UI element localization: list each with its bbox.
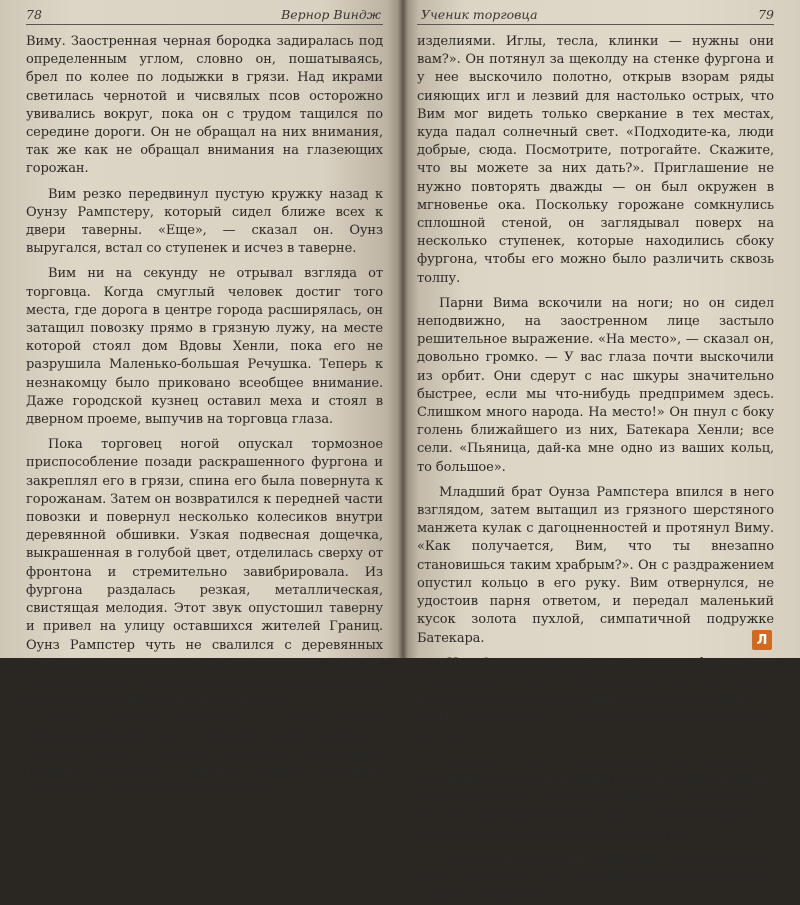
paragraph: Пока торговец ногой опускал тормозное приспособление позади раскрашенного фургона и закреплял его в грязи, спина его была повернута к горожанам. Затем он возвратился к передней части повозки и повернул несколько колесиков внутри деревянной обшивки. Узкая подвесная дощечка, выкрашенная в голубой цвет, отделилась сверху от фронтона и стремительно завибрировала. Из фургона раздалась резкая, металлическая, свистящая мелодия. Этот звук опустошил таверну и привел на улицу оставшихся жителей Границ. Оунз Рампстер чуть не свалился с деревянных ступенек, торопясь разглядеть источник музыки. Он тяжело опустился, протянув Виму наполненную вновь кружку. Вим даже не заметил. (26, 437, 383, 708)
left-page (0, 0, 403, 799)
left-page-header (26, 4, 383, 25)
paragraph: Младший брат Оунза Рампстера впился в него взглядом, затем вытащил из грязного шерстяного манжета кулак с дагоцненностей и протянул Виму. «Как получается, Вим, что ты внезапно становишься таким храбрым?». Он с раздражением опустил кольцо в его руку. Вим отвернулся, не удостоив парня ответом, и передал маленький кусок золота пухлой, симпатичной подружке Батекара. (417, 484, 774, 646)
paragraph: Разглагольствования торговца продолжались, почти заглушая шум Маленько-большой Речушки. «Просто опробуй- (417, 851, 774, 904)
paragraph: Вим ни на секунду не отрывал взгляда от торговца. Когда смуглый человек достиг того места, где дорога в центре города расширялась, он затащил повозку прямо в грязную лужу, на месте которой стоял дом Вдовы Хенли, пока его не разрушила Маленько-большая Речушка. Теперь к незнакомцу было приковано всеобщее внимание. Даже городской кузнец оставил меха и стоял в дверном проеме, выпучив на торговца глаза. (26, 266, 383, 428)
paragraph: изделиями. Иглы, тесла, клинки — нужны они вам?». Он потянул за щеколду на стенке фургона и у нее выскочило полотно, открыв взорам ряды сияющих игл и лезвий для настолько острых, что Вим мог видеть только сверкание в тех местах, куда падал солнечный свет. «Подходите-ка, люди добрые, сюда. Посмотрите, потрогайте. Скажите, что вы можете за них дать?». Приглашение не нужно повторять дважды — он был окружен в мгновенье ока. Поскольку горожане сомкнулись сплошной стеной, он заглядывал поверх на несколько ступенек, которые находились сбоку фургона, чтобы его можно было различить сквозь толпу. (417, 34, 774, 286)
paragraph: «Конечно, Вим». Она поднялась со ступенек и засеменила по гязной дороге к толпе, окружившей фургон торговца. Вим поморщился, раздумывая о том, что красное вязаное платье, которое купил ей Батекар, возможно чересчур маленькое. (417, 753, 774, 842)
left-running-head: Вернор Виндж (281, 7, 381, 22)
right-page-number: 79 (758, 7, 774, 22)
book-gutter (398, 0, 408, 658)
publisher-logo-icon: Л (752, 630, 772, 650)
paragraph: Виму. Заостренная черная бородка задиралась под определенным углом, словно он, пошатываясь, брел по колее по лодыжки в грязи. Над икрами светилась чернотой и чисвялых псов осторожно увивались вокруг, пока он с трудом тащился по середине дороги. Он не обращал на них внимания, так же как не обращал внимания на глазеющих горожан. (26, 34, 383, 177)
right-page (403, 0, 800, 904)
paragraph: «Ну, Эмми, просто иди к тому фургону и позаботься о том, чтобы купить нам несколько клинков. Не слишком длинных, скажем, таких, — он вытянул пальцы. — И выясни, как они крепятся на стойке». (417, 655, 774, 744)
paragraph: Парни Вима вскочили на ноги; но он сидел неподвижно, на заостренном лице застыло решительное выражение. «На место», — сказал он, довольно громко. — У вас глаза почти выскочили из орбит. Они сдерут с нас шкуры значительно быстрее, если мы что-нибудь предпримем здесь. Слишком много народа. На место!» Он пнул с боку голень ближайшего из них, Батекара Хенли; все сели. «Пьяница, дай-ка мне одно из ваших кольц, то большое». (417, 295, 774, 475)
left-page-text (26, 33, 383, 800)
right-running-head: Ученик торговца (421, 7, 538, 22)
paragraph: Вим резко передвинул пустую кружку назад к Оунзу Рампстеру, который сидел ближе всех к двери таверны. «Еще», — сказал он. Оунз выругался, встал со ступенек и исчез в таверне. (26, 186, 383, 257)
right-page-text (417, 33, 774, 905)
right-page-header (417, 4, 774, 25)
paragraph: Когда торговец повернулся к толпе, жуткая музыка прекратилась, и речушка громко шумела в тишине. Смуглый человек прогремел неожиданно низким голосом: «Меня зовут Джейгит Кэтчетурианц, и я торгую коваными (26, 710, 383, 799)
left-page-number: 78 (26, 7, 42, 22)
